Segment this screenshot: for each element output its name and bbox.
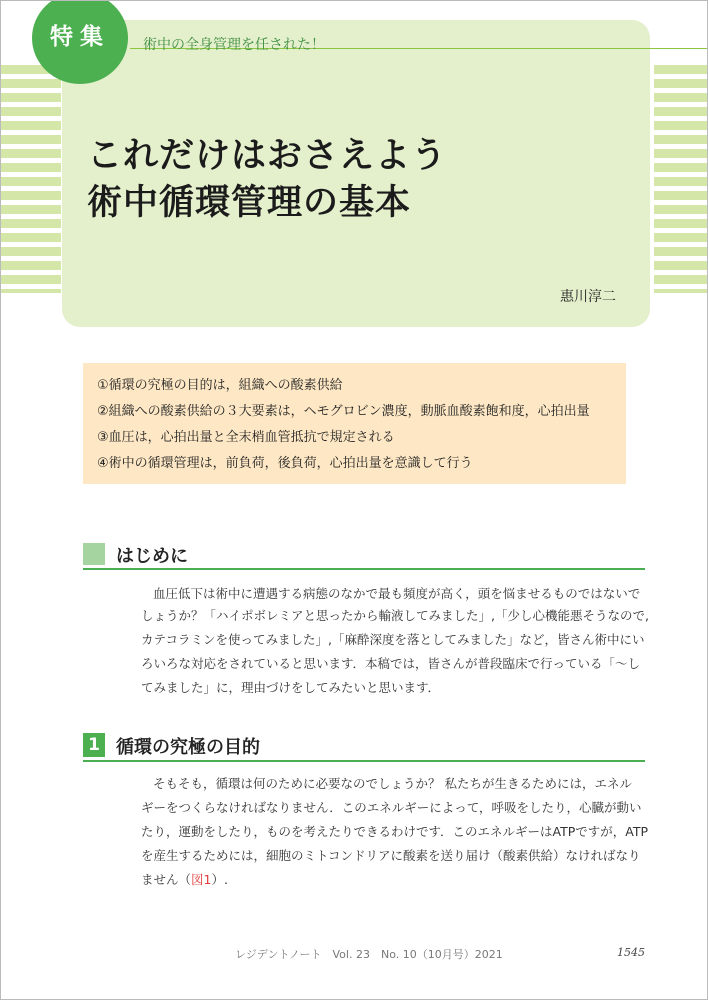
section-heading-intro: はじめに xyxy=(116,546,188,567)
body-line: しょうか？「ハイポボレミアと思ったから輸液してみました」,「少し心機能悪そうなので, xyxy=(141,608,649,623)
body-line: を産生するためには，細胞のミトコンドリアに酸素を送り届け（酸素供給）なければなり xyxy=(141,848,641,863)
body-line: たり，運動をしたり，ものを考えたりできるわけです．このエネルギーはATPですが，ATP xyxy=(141,824,649,839)
body-line: カテコラミンを使ってみました」,「麻酔深度を落としてみました」など，皆さん術中にい xyxy=(141,632,645,647)
section-heading-purpose: 循環の究極の目的 xyxy=(116,737,260,758)
body-text: ません（ xyxy=(141,872,192,887)
author-name: 惠川淳二 xyxy=(560,289,616,305)
body-line: 血圧低下は術中に遭遇する病態のなかで最も頻度が高く，頭を悩ませるものではないで xyxy=(153,586,641,601)
key-point: ④術中の循環管理は，前負荷，後負荷，心拍出量を意識して行う xyxy=(97,456,473,471)
body-line: そもそも，循環は何のために必要なのでしょうか？ 私たちが生きるためには，エネル xyxy=(153,776,632,791)
body-line: ろいろな対応をされていると思います．本稿では，皆さんが普段臨床で行っている「〜し xyxy=(141,656,641,671)
feature-kicker: 術中の全身管理を任された！ xyxy=(143,37,325,53)
feature-badge-label: 特集 xyxy=(50,24,110,50)
decorative-stripes-right xyxy=(654,65,707,293)
key-point: ③血圧は，心拍出量と全末梢血管抵抗で規定される xyxy=(97,430,395,445)
body-text: ）. xyxy=(211,872,228,887)
article-title xyxy=(87,133,447,227)
body-line-last xyxy=(141,870,228,888)
body-line: ギーをつくらなければなりません．このエネルギーによって，呼吸をしたり，心臓が動い xyxy=(141,800,642,815)
page-number: 1545 xyxy=(617,946,645,959)
section-marker xyxy=(83,543,105,565)
section-rule xyxy=(83,568,645,570)
section-rule xyxy=(83,760,645,762)
key-point: ①循環の究極の目的は，組織への酸素供給 xyxy=(97,378,343,393)
key-points-box xyxy=(83,363,626,484)
body-line: てみました」に，理由づけをしてみたいと思います． xyxy=(141,680,441,695)
decorative-stripes-left xyxy=(1,65,61,293)
title-line-1: これだけはおさえよう xyxy=(87,136,448,176)
journal-footer: レジデントノート Vol. 23 No. 10（10月号）2021 xyxy=(235,948,503,961)
figure-reference-link[interactable]: 図1 xyxy=(191,872,212,887)
title-line-2: 術中循環管理の基本 xyxy=(87,183,412,223)
key-point: ②組織への酸素供給の３大要素は，ヘモグロビン濃度，動脈血酸素飽和度，心拍出量 xyxy=(97,404,590,419)
section-number: 1 xyxy=(83,733,105,757)
